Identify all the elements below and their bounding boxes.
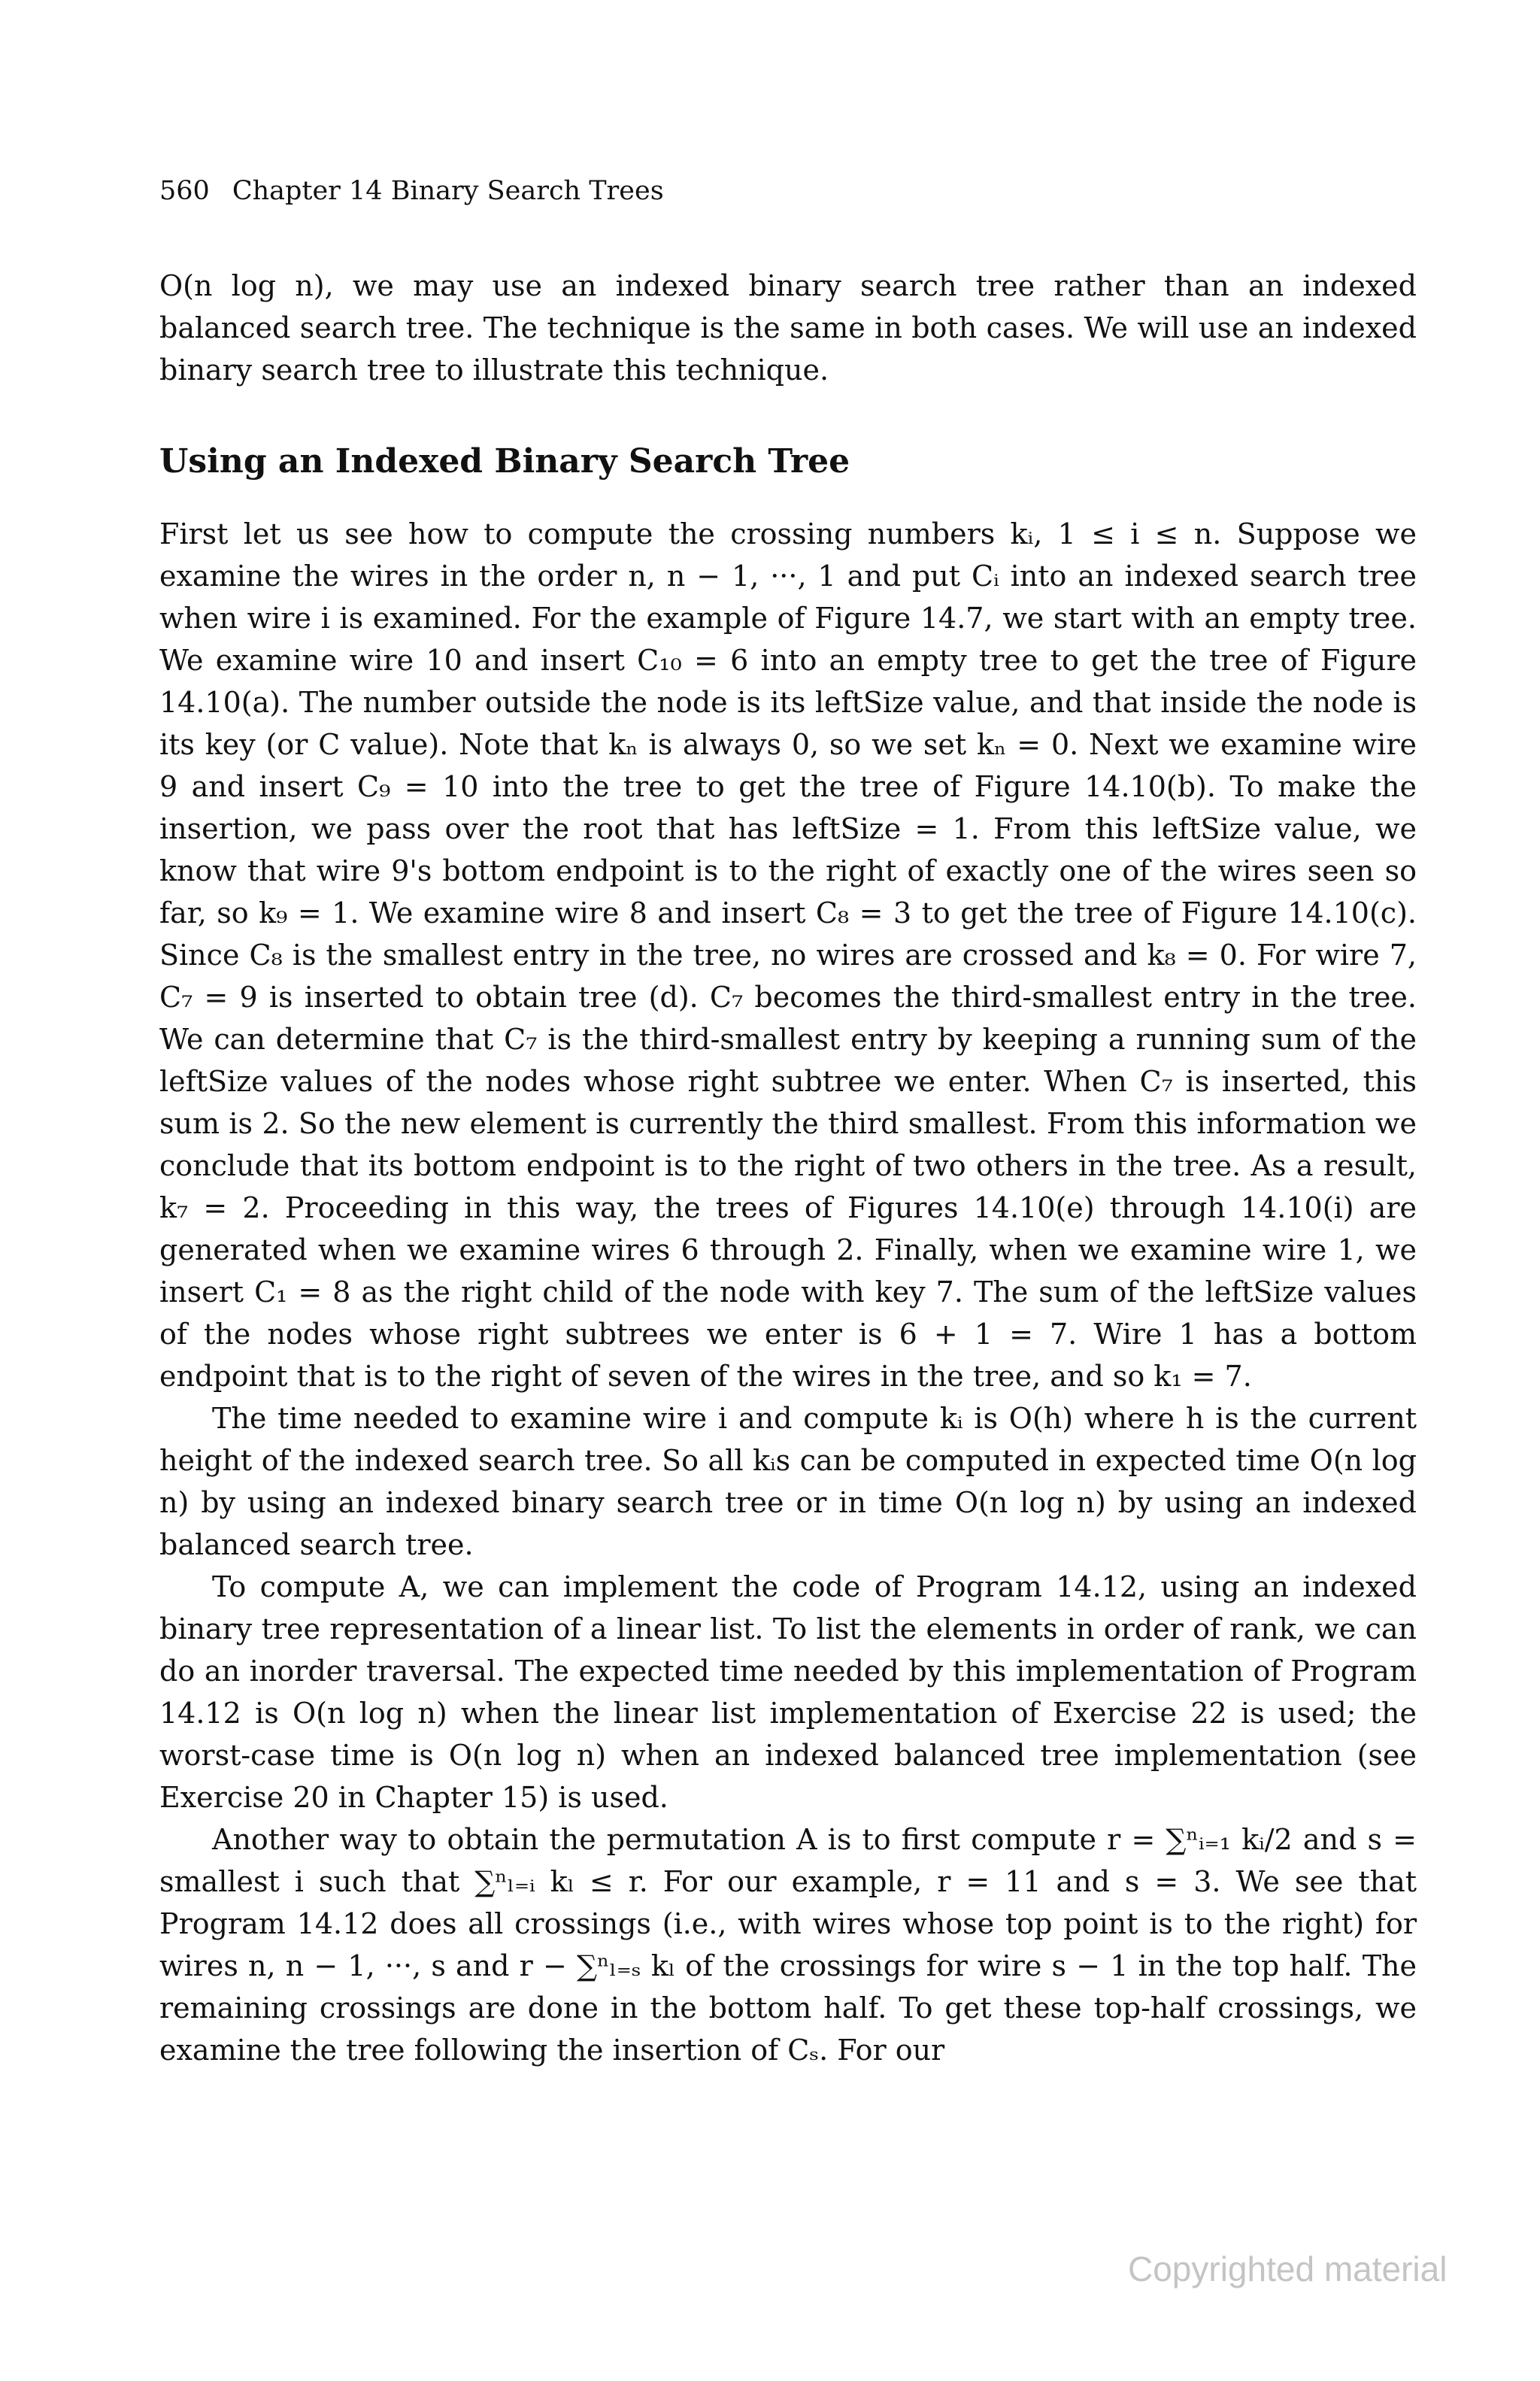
paragraph-crossing-numbers: First let us see how to compute the crossing numbers kᵢ, 1 ≤ i ≤ n. Suppose we examine the wires in the order n, n − 1, ···, 1 and put Cᵢ into an indexed search tree when wire i is examined. For the example of Figure 14.7, we start with an empty tree. We examine wire 10 and insert C₁₀ = 6 into an empty tree to get the tree of Figure 14.10(a). The number outside the node is its leftSize value, and that inside the node is its key (or C value). Note that kₙ is always 0, so we set kₙ = 0. Next we examine wire 9 and insert C₉ = 10 into the tree to get the tree of Figure 14.10(b). To make the insertion, we pass over the root that has leftSize = 1. From this leftSize value, we know that wire 9's bottom endpoint is to the right of exactly one of the wires seen so far, so k₉ = 1. We examine wire 8 and insert C₈ = 3 to get the tree of Figure 14.10(c). Since C₈ is the smallest entry in the tree, no wires are crossed and k₈ = 0. For wire 7, C₇ = 9 is inserted to obtain tree (d). C₇ becomes the third-smallest entry in the tree. We can determine that C₇ is the third-smallest entry by keeping a running sum of the leftSize values of the nodes whose right subtree we enter. When C₇ is inserted, this sum is 2. So the new element is currently the third smallest. From this information we conclude that its bottom endpoint is to the right of two others in the tree. As a result, k₇ = 2. Proceeding in this way, the trees of Figures 14.10(e) through 14.10(i) are generated when we examine wires 6 through 2. Finally, when we examine wire 1, we insert C₁ = 8 as the right child of the node with key 7. The sum of the leftSize values of the nodes whose right subtrees we enter is 6 + 1 = 7. Wire 1 has a bottom endpoint that is to the right of seven of the wires in the tree, and so k₁ = 7. [159,517,1417,1393]
section-heading: Using an Indexed Binary Search Tree [159,442,850,481]
paragraph-compute-a: To compute A, we can implement the code of Program 14.12, using an indexed binary tree representation of a linear list. To list the elements in order of rank, we can do an inorder traversal. The expected time needed by this implementation of Program 14.12 is O(n log n) when the linear list implementation of Exercise 22 is used; the worst-case time is O(n log n) when an indexed balanced tree implementation (see Exercise 20 in Chapter 15) is used. [159,1570,1417,1814]
intro-paragraph: O(n log n), we may use an indexed binary search tree rather than an indexed balanced search tree. The technique is the same in both cases. We will use an indexed binary search tree to illustrate this technique. [159,269,1417,387]
section-body [159,513,1417,2071]
paragraph-time-analysis: The time needed to examine wire i and compute kᵢ is O(h) where h is the current height of the indexed search tree. So all kᵢs can be computed in expected time O(n log n) by using an indexed binary search tree or in time O(n log n) by using an indexed balanced search tree. [159,1402,1417,1561]
copyright-watermark: Copyrighted material [1128,2249,1448,2288]
page-number: 560 [159,176,210,206]
paragraph-permutation: Another way to obtain the permutation A is to first compute r = ∑ⁿᵢ₌₁ kᵢ/2 and s = smallest i such that ∑ⁿₗ₌ᵢ kₗ ≤ r. For our example, r = 11 and s = 3. We see that Program 14.12 does all crossings (i.e., with wires whose top point is to the right) for wires n, n − 1, ···, s and r − ∑ⁿₗ₌ₛ kₗ of the crossings for wire s − 1 in the top half. The remaining crossings are done in the bottom half. To get these top-half crossings, we examine the tree following the insertion of Cₛ. For our [159,1823,1417,2067]
chapter-title: Chapter 14 Binary Search Trees [232,176,664,206]
running-header [159,176,664,206]
intro-text [159,265,1417,391]
